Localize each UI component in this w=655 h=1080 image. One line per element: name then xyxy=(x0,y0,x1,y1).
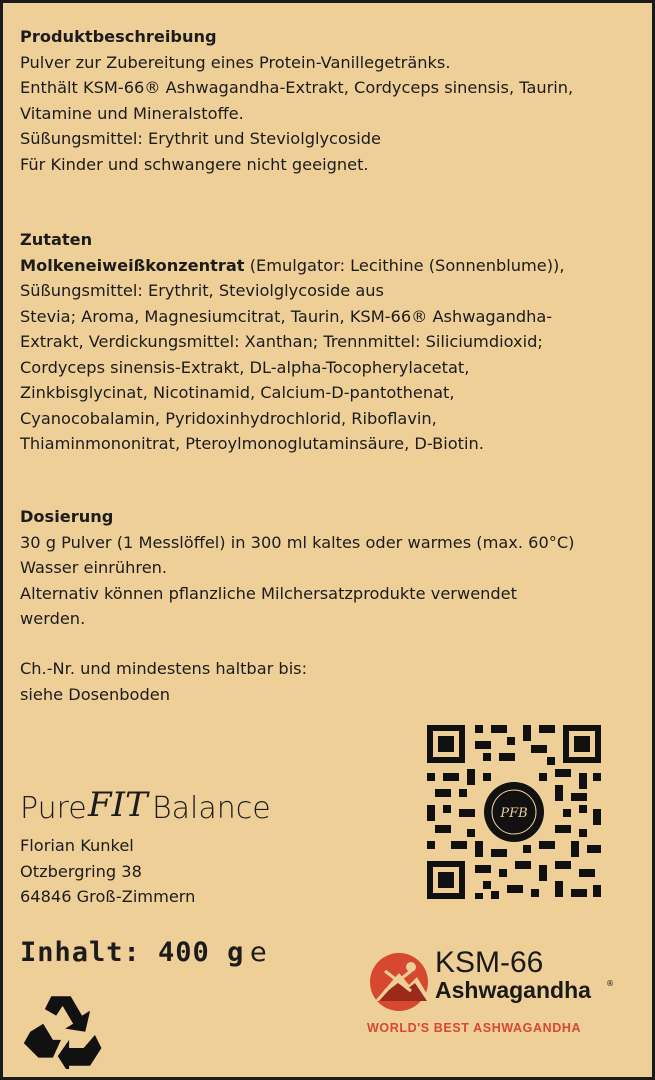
address-street: Otzbergring 38 xyxy=(20,861,142,881)
description-heading: Produktbeschreibung xyxy=(20,27,217,46)
dosage-line: 30 g Pulver (1 Messlöffel) in 300 ml kaltes oder warmes (max. 60°C) xyxy=(20,532,575,552)
description-line: Pulver zur Zubereitung eines Protein-Vanillegetränks. xyxy=(20,52,451,72)
ksm-registered-mark: ® xyxy=(606,979,614,988)
address-city: 64846 Groß-Zimmern xyxy=(20,887,196,906)
ingredients-line: Extrakt, Verdickungsmittel: Xanthan; Trennmittel: Siliciumdioxid; xyxy=(20,332,543,351)
ingredients-main: Molkeneiweißkonzentrat xyxy=(20,255,245,275)
recycle-icon xyxy=(20,993,102,1069)
ingredients-line: Stevia; Aroma, Magnesiumcitrat, Taurin, KSM-66® Ashwagandha- xyxy=(20,306,553,326)
dosage-section xyxy=(20,504,640,632)
ingredients-main-rest: (Emulgator: Lecithine (Sonnenblume)), xyxy=(244,255,565,275)
brand-logo xyxy=(20,778,275,828)
brand-logo-part1: Pure xyxy=(20,791,87,826)
ingredients-line: Zinkbisglycinat, Nicotinamid, Calcium-D-pantothenat, xyxy=(20,383,455,402)
ingredients-section xyxy=(20,227,640,457)
dosage-heading: Dosierung xyxy=(20,507,114,526)
description-line: Süßungsmittel: Erythrit und Steviolglycoside xyxy=(20,129,382,148)
description-line: Vitamine und Mineralstoffe. xyxy=(20,103,244,123)
ingredients-heading: Zutaten xyxy=(20,230,93,249)
description-line: Für Kinder und schwangere nicht geeignet. xyxy=(20,154,369,174)
description-line: Enthält KSM-66® Ashwagandha-Extrakt, Cordyceps sinensis, Taurin, xyxy=(20,78,574,97)
content-amount: Inhalt: 400 g xyxy=(20,937,245,968)
batch-section xyxy=(20,656,640,707)
address-name: Florian Kunkel xyxy=(20,836,134,855)
ingredients-line: Cordyceps sinensis-Extrakt, DL-alpha-Tocopherylacetat, xyxy=(20,357,470,377)
batch-line: siehe Dosenboden xyxy=(20,684,170,704)
dosage-line: Wasser einrühren. xyxy=(20,558,168,577)
description-section xyxy=(20,24,640,177)
dosage-line: Alternativ können pflanzliche Milchersatzprodukte verwendet xyxy=(20,583,517,603)
ksm-brand-sub: Ashwagandha xyxy=(435,977,591,1003)
ingredients-line: Süßungsmittel: Erythrit, Steviolglycoside aus xyxy=(20,281,384,300)
ksm-tagline: WORLD'S BEST ASHWAGANDHA xyxy=(367,1021,582,1035)
brand-logo-part3: Balance xyxy=(152,791,271,826)
address-block xyxy=(20,833,195,910)
ksm-brand-name: KSM-66 xyxy=(435,946,544,979)
ingredients-line: Thiaminmononitrat, Pteroylmonoglutaminsäure, D-Biotin. xyxy=(20,434,484,453)
ingredients-line: Cyanocobalamin, Pyridoxinhydrochlorid, Riboflavin, xyxy=(20,408,437,428)
estimate-mark: e xyxy=(250,937,267,968)
qr-center-logo: PFB xyxy=(500,806,528,821)
dosage-line: werden. xyxy=(20,609,86,628)
batch-line: Ch.-Nr. und mindestens haltbar bis: xyxy=(20,659,308,678)
brand-logo-part2: FIT xyxy=(88,785,148,825)
ingredients-line xyxy=(20,253,640,279)
ksm-logo-icon xyxy=(365,951,445,1013)
qr-code xyxy=(425,723,603,901)
